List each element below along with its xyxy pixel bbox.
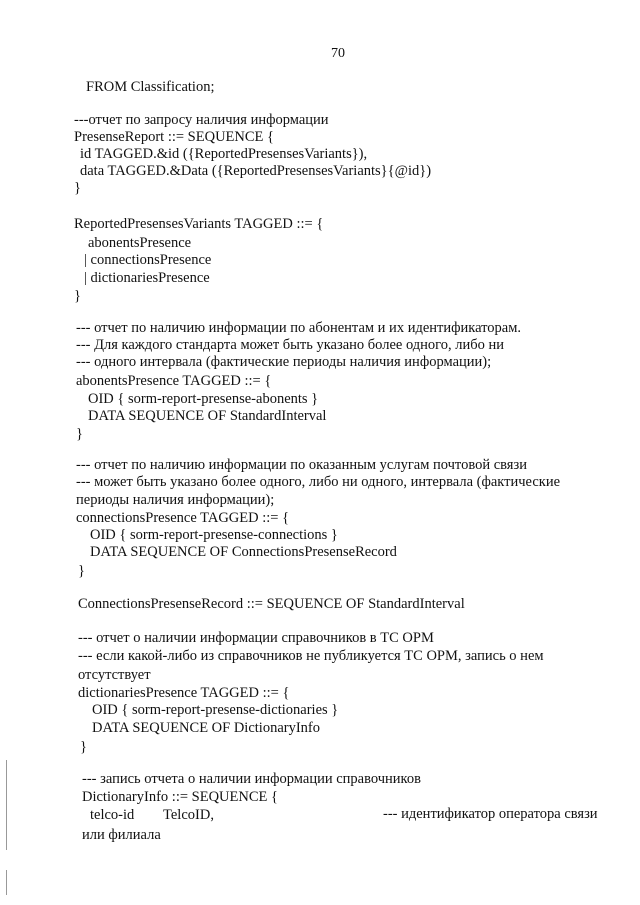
text-line: dictionariesPresence TAGGED ::= { [78,685,290,701]
text-line: отсутствует [78,667,151,683]
text-line: DictionaryInfo ::= SEQUENCE { [82,789,278,805]
scan-edge-mark [6,870,7,895]
text-line: периоды наличия информации); [76,492,275,508]
text-line: connectionsPresence TAGGED ::= { [76,510,290,526]
text-line: DATA SEQUENCE OF StandardInterval [88,408,327,424]
text-line: --- Для каждого стандарта может быть указано более одного, либо ни [76,337,505,353]
text-line: } [78,563,85,579]
text-line: или филиала [82,827,161,843]
text-line: FROM Classification; [86,79,215,95]
text-line: } [74,180,81,196]
text-line: PresenseReport ::= SEQUENCE { [74,129,274,145]
text-line: abonentsPresence [88,235,192,251]
text-line: abonentsPresence TAGGED ::= { [76,373,272,389]
text-line: } [80,739,87,755]
text-line: ConnectionsPresenseRecord ::= SEQUENCE OF StandardInterval [78,596,465,612]
text-line: } [74,288,81,304]
text-line: --- отчет по наличию информации по оказанным услугам почтовой связи [76,457,527,473]
text-line: | dictionariesPresence [84,270,210,286]
text-line: --- если какой-либо из справочников не публикуется ТС ОРМ, запись о нем [78,648,544,664]
text-line: OID { sorm-report-presense-connections } [90,527,338,543]
text-line: --- отчет по наличию информации по абонентам и их идентификаторам. [76,320,522,336]
text-line: | connectionsPresence [84,252,212,268]
text-line: DATA SEQUENCE OF ConnectionsPresenseRecord [90,544,397,560]
text-line: ReportedPresensesVariants TAGGED ::= { [74,216,324,232]
text-line: --- может быть указано более одного, либо ни одного, интервала (фактические [76,474,561,490]
text-line: --- отчет о наличии информации справочников в ТС ОРМ [78,630,434,646]
text-line: --- одного интервала (фактические периоды наличия информации); [76,354,492,370]
text-line: --- запись отчета о наличии информации справочников [82,771,421,787]
text-line: telco-id TelcoID, [90,807,214,823]
text-line: DATA SEQUENCE OF DictionaryInfo [92,720,320,736]
text-line: OID { sorm-report-presense-dictionaries } [92,702,339,718]
text-line: OID { sorm-report-presense-abonents } [88,391,319,407]
text-line: id TAGGED.&id ({ReportedPresensesVariants}), [80,146,368,162]
text-line: ---отчет по запросу наличия информации [74,112,329,128]
scan-edge-mark [6,760,7,850]
inline-comment: --- идентификатор оператора связи [383,806,598,822]
text-line: data TAGGED.&Data ({ReportedPresensesVariants}{@id}) [80,163,432,179]
text-line: } [76,426,83,442]
page-number: 70 [331,46,345,61]
